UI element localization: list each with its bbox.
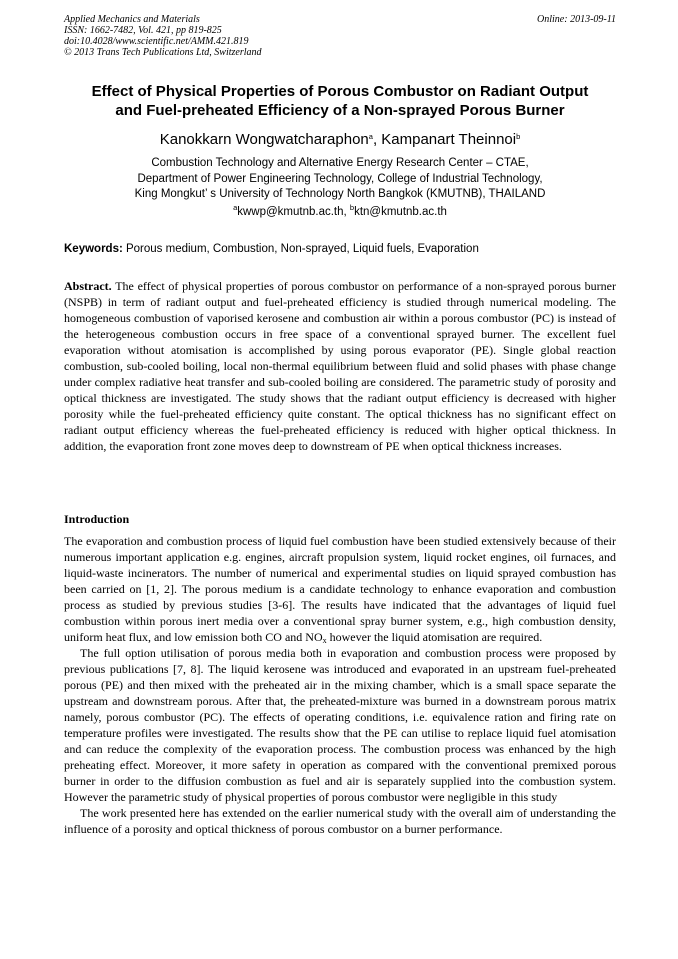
- abstract-text: The effect of physical properties of porous combustor on performance of a non-sprayed porous burner (NSPB) in term of radiant output and fuel-preheated efficiency is studied through numerical modeling. The homogeneous combustion of vaporised kerosene and combustion air within a porous combustor (PC) is instead of the heterogeneous combustion occurs in free space of a conventional sprayed burner. The excellent fuel evaporation without atomisation is accomplished by using porous evaporator (PE). Single global reaction combustion, sub-cooled boiling, local non-thermal equilibrium between fluid and solid phases with phase change under complex radiative heat transfer and sub-cooled boiling are considered. The parametric study of porosity and optical thickness are investigated. The study shows that the radiant output efficiency is decreased with higher porosity while the fuel-preheated efficiency quite constant. The optical thickness has no significant effect on radiant output efficiency whereas the fuel-preheated efficiency is reduced with higher optical thickness. In addition, the evaporation front zone moves deep to downstream of PE when optical thickness increases.: [64, 279, 616, 453]
- keywords-text: Porous medium, Combustion, Non-sprayed, Liquid fuels, Evaporation: [122, 243, 479, 255]
- online-date: Online: 2013-09-11: [537, 14, 616, 25]
- author-separator: ,: [372, 131, 382, 148]
- paragraph-text: however the liquid atomisation are required.: [326, 630, 543, 644]
- author-superscript: a: [368, 132, 373, 141]
- affiliation-line: Department of Power Engineering Technology, College of Industrial Technology,: [137, 172, 543, 185]
- doi-line: doi:10.4028/www.scientific.net/AMM.421.819: [64, 36, 249, 47]
- affiliation-line: King Mongkut’ s University of Technology North Bangkok (KMUTNB), THAILAND: [134, 188, 546, 200]
- paragraph: [64, 533, 616, 645]
- author-superscript: b: [516, 132, 521, 141]
- author-name: Kampanart Theinnoi: [381, 131, 517, 148]
- journal-name: Applied Mechanics and Materials: [64, 14, 200, 25]
- abstract: [64, 278, 616, 454]
- abstract-label: Abstract.: [64, 279, 112, 293]
- author-name: Kanokkarn Wongwatcharaphon: [159, 131, 369, 148]
- subscript: x: [322, 636, 327, 645]
- affiliation-line: Combustion Technology and Alternative Energy Research Center – CTAE,: [151, 157, 529, 169]
- paper-title: [60, 82, 620, 120]
- issn-line: ISSN: 1662-7482, Vol. 421, pp 819-825: [64, 25, 222, 36]
- email-address: kwwp@kmutnb.ac.th,: [237, 206, 350, 218]
- author-emails: [60, 205, 620, 220]
- introduction-body: [64, 533, 616, 837]
- title-line-2: and Fuel-preheated Efficiency of a Non-sprayed Porous Burner: [115, 102, 565, 119]
- paragraph: The full option utilisation of porous media both in evaporation and combustion process were proposed by previous publications [7, 8]. The liquid kerosene was introduced and evaporated in an upstream fuel-preheated porous (PE) and then mixed with the preheated air in the mixing chamber, which is a small space separate the upstream and downstream porous. After that, the preheated-mixture was burned in a downstream porous matrix namely, porous combustor (PC). The effects of operating conditions, i.e. equivalence ration and firing rate on temperature profiles were investigated. The results show that the PE can utilise to replace liquid fuel atomisation and can reduce the complexity of the evaporation process. The combustion process was enhanced by the high preheating effect. Moreover, it more safety in operation as compared with the conventional premixed porous burner in order to the diffusion combustion as fuel and air is separately supplied into the combustion system. However the parametric study of physical properties of porous combustor were negligible in this study: [64, 646, 616, 804]
- affiliation: [60, 156, 620, 203]
- keywords: [64, 242, 616, 257]
- journal-header: [64, 14, 616, 58]
- title-line-1: Effect of Physical Properties of Porous Combustor on Radiant Output: [91, 83, 589, 100]
- author-list: [60, 131, 620, 149]
- paragraph-text: The evaporation and combustion process of liquid fuel combustion have been studied extensively because of their numerous important application e.g. engines, aircraft propulsion system, liquid rocket engines, oil furnaces, and liquid-waste incinerators. The number of numerical and experimental studies on liquid sprayed combustion has been carried on [1, 2]. The porous medium is a candidate technology to enhance evaporation and combustion process as studied by previous studies [3-6]. The results have indicated that the advantages of liquid fuel combustion within porous inert media over a conventional spray burner system, e.g., high combustion density, uniform heat flux, and low emission both CO and NO: [64, 534, 616, 644]
- paragraph: The work presented here has extended on the earlier numerical study with the overall aim of understanding the influence of a porosity and optical thickness of porous combustor on a burner performance.: [64, 806, 616, 836]
- section-heading-introduction: Introduction: [64, 512, 130, 526]
- copyright-line: © 2013 Trans Tech Publications Ltd, Switzerland: [64, 47, 262, 58]
- email-address: ktn@kmutnb.ac.th: [354, 206, 447, 218]
- email-superscript: a: [233, 203, 238, 212]
- keywords-label: Keywords:: [64, 243, 123, 255]
- email-superscript: b: [349, 203, 355, 212]
